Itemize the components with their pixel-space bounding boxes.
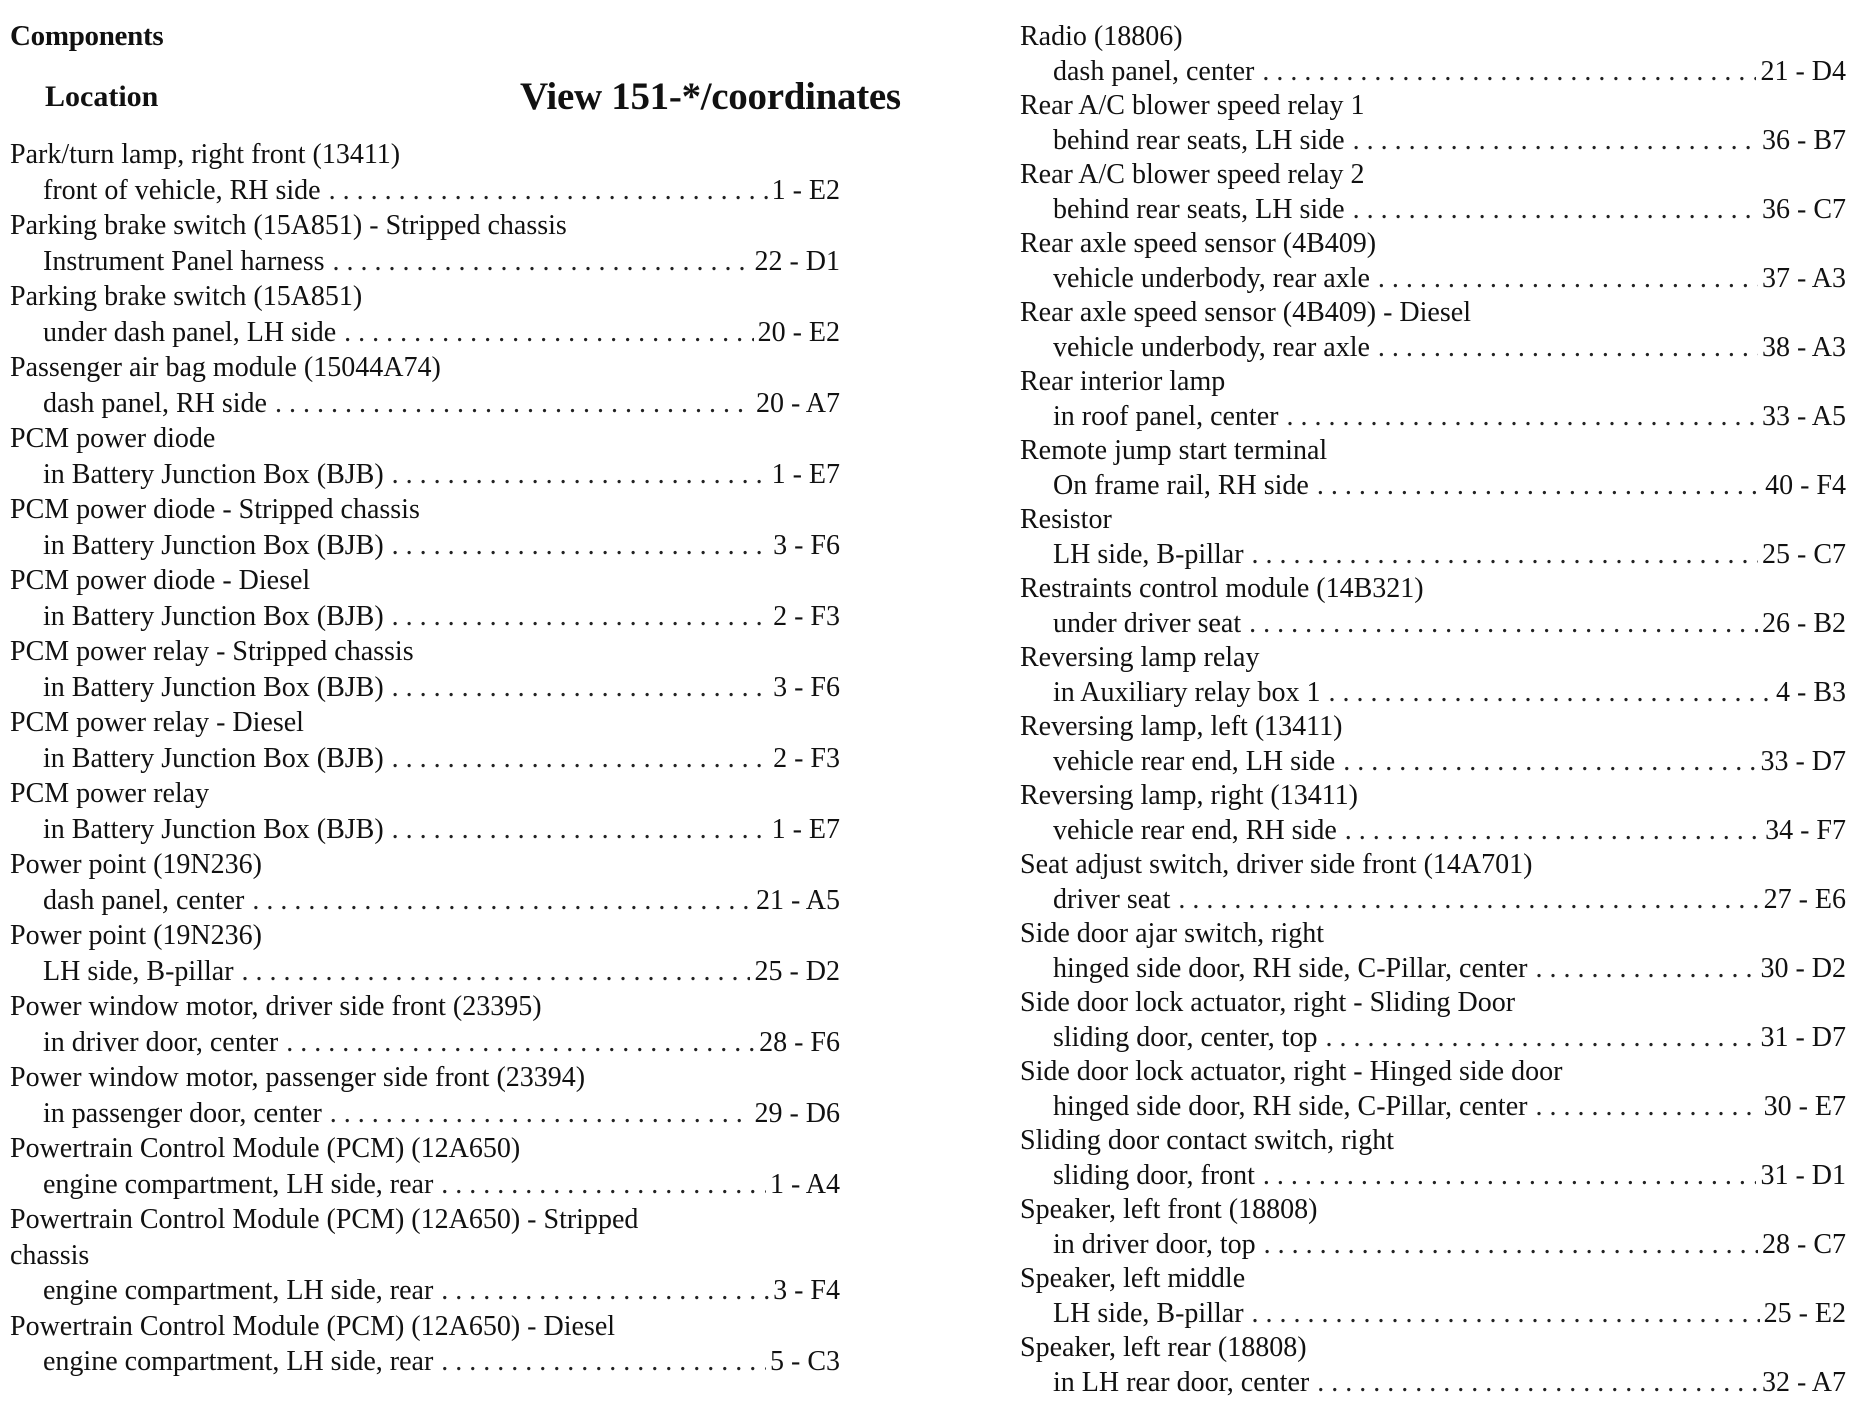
component-name: Parking brake switch (15A851) - Stripped chassis [10, 210, 567, 241]
component-location-row [1020, 814, 1846, 849]
component-location: in driver door, center [43, 1026, 279, 1058]
component-location-row [1020, 676, 1846, 711]
component-location: in Battery Junction Box (BJB) [43, 458, 384, 490]
component-coordinates: 30 - E7 [1763, 1090, 1846, 1122]
component-coordinates: 21 - D4 [1760, 55, 1846, 87]
dot-leader [1252, 538, 1758, 573]
dot-leader [1286, 400, 1758, 435]
dot-leader [1535, 952, 1756, 987]
component-location-row [1020, 1228, 1846, 1263]
component-name: Restraints control module (14B321) [1020, 573, 1424, 604]
component-coordinates: 31 - D7 [1760, 1021, 1846, 1053]
component-location: in Battery Junction Box (BJB) [43, 742, 384, 774]
component-location: engine compartment, LH side, rear [43, 1275, 434, 1306]
component-location: hinged side door, RH side, C-Pillar, center [1053, 1090, 1528, 1122]
dot-leader [330, 1096, 751, 1132]
component-location: Instrument Panel harness [43, 245, 325, 277]
component-name: Rear interior lamp [1020, 366, 1226, 397]
component-entry [1020, 20, 1846, 89]
dot-leader [392, 528, 769, 564]
component-entry [10, 279, 840, 350]
dot-leader [242, 954, 751, 990]
component-location-row [1020, 1297, 1846, 1332]
component-entry [1020, 1331, 1846, 1400]
dot-leader [1178, 883, 1759, 918]
component-coordinates: 38 - A3 [1762, 331, 1846, 363]
component-location-row [10, 883, 840, 919]
component-name: Power point (19N236) [10, 849, 262, 880]
component-name: Power point (19N236) [10, 920, 262, 951]
component-coordinates: 2 - F3 [773, 600, 840, 632]
component-entry [1020, 227, 1846, 296]
component-name: Resistor [1020, 504, 1112, 535]
component-name: Rear axle speed sensor (4B409) [1020, 228, 1377, 259]
component-location-row [1020, 607, 1846, 642]
component-coordinates: 1 - E7 [771, 458, 840, 490]
component-location: LH side, B-pillar [1053, 538, 1244, 570]
component-coordinates: 5 - C3 [770, 1346, 840, 1377]
dot-leader [1262, 55, 1756, 90]
component-location: LH side, B-pillar [43, 955, 234, 987]
dot-leader [1317, 469, 1761, 504]
component-location: in passenger door, center [43, 1097, 322, 1129]
component-coordinates: 3 - F6 [773, 671, 840, 703]
component-location: in Battery Junction Box (BJB) [43, 671, 384, 703]
component-name: Sliding door contact switch, right [1020, 1125, 1395, 1156]
component-name: Powertrain Control Module (PCM) (12A650) [10, 1133, 521, 1164]
component-entry [10, 776, 840, 847]
component-location-row [10, 1025, 840, 1061]
component-location: vehicle underbody, rear axle [1053, 262, 1370, 294]
dot-leader [275, 386, 752, 422]
component-coordinates: 36 - C7 [1762, 193, 1846, 225]
component-name: PCM power relay - Stripped chassis [10, 636, 414, 667]
dot-leader [1343, 745, 1756, 780]
component-name: Reversing lamp, right (13411) [1020, 780, 1359, 811]
component-location-row [1020, 883, 1846, 918]
component-location: in Auxiliary relay box 1 [1053, 676, 1321, 708]
dot-leader [333, 244, 751, 280]
view-coordinates-header: View 151-*/coordinates [520, 75, 901, 118]
component-location: in Battery Junction Box (BJB) [43, 529, 384, 561]
component-location-row [10, 173, 840, 209]
component-entry [1020, 1193, 1846, 1262]
component-location-row [10, 315, 840, 351]
component-location: front of vehicle, RH side [43, 174, 321, 206]
component-name: Speaker, left rear (18808) [1020, 1332, 1307, 1363]
component-entry [10, 1060, 840, 1131]
component-coordinates: 20 - A7 [756, 387, 840, 419]
component-entry [10, 847, 840, 918]
component-entry [1020, 503, 1846, 572]
component-location: vehicle rear end, RH side [1053, 814, 1337, 846]
component-coordinates: 25 - D2 [754, 955, 840, 987]
dot-leader [392, 599, 769, 635]
component-name: Speaker, left middle [1020, 1263, 1246, 1294]
dot-leader [441, 1344, 766, 1380]
component-location-row [10, 457, 840, 493]
component-entry [1020, 986, 1846, 1055]
component-coordinates: 30 - D2 [1760, 952, 1846, 984]
component-coordinates: 3 - F6 [773, 529, 840, 561]
component-coordinates: 27 - E6 [1763, 883, 1846, 915]
component-coordinates: 4 - B3 [1776, 676, 1846, 708]
component-coordinates: 37 - A3 [1762, 262, 1846, 294]
component-location: in driver door, top [1053, 1228, 1256, 1260]
component-location-row [1020, 952, 1846, 987]
component-name: PCM power relay - Diesel [10, 707, 304, 738]
component-entry [1020, 158, 1846, 227]
component-coordinates: 20 - E2 [757, 316, 840, 348]
component-entry [10, 137, 840, 208]
component-location-row [1020, 193, 1846, 228]
dot-leader [1249, 607, 1758, 642]
dot-leader [252, 883, 752, 919]
dot-leader [286, 1025, 755, 1061]
component-entry [1020, 779, 1846, 848]
component-location-row [1020, 1159, 1846, 1194]
component-location-row [10, 599, 840, 635]
component-location-row [10, 244, 840, 280]
component-location-row [10, 954, 840, 990]
component-entry [10, 918, 840, 989]
component-name: Reversing lamp relay [1020, 642, 1260, 673]
component-entry [10, 1202, 840, 1309]
component-location: engine compartment, LH side, rear [43, 1346, 434, 1377]
component-location-row [1020, 1090, 1846, 1125]
component-coordinates: 1 - A4 [770, 1168, 840, 1200]
component-entry [1020, 89, 1846, 158]
dot-leader [344, 315, 753, 351]
dot-leader [1353, 124, 1758, 159]
component-entry [10, 421, 840, 492]
component-coordinates: 21 - A5 [756, 884, 840, 916]
component-location-row [10, 1167, 840, 1203]
component-entry [10, 634, 840, 705]
component-coordinates: 1 - E7 [771, 813, 840, 845]
component-coordinates: 28 - F6 [759, 1026, 840, 1058]
component-location: behind rear seats, LH side [1053, 124, 1345, 156]
component-location: sliding door, center, top [1053, 1021, 1318, 1053]
component-location: hinged side door, RH side, C-Pillar, center [1053, 952, 1528, 984]
component-location: On frame rail, RH side [1053, 469, 1309, 501]
component-coordinates: 32 - A7 [1762, 1366, 1846, 1398]
component-location: in LH rear door, center [1053, 1366, 1310, 1398]
left-entry-list [10, 137, 840, 1380]
component-location: in Battery Junction Box (BJB) [43, 600, 384, 632]
component-entry [10, 208, 840, 279]
component-coordinates: 26 - B2 [1762, 607, 1846, 639]
component-entry [1020, 917, 1846, 986]
component-location-row [10, 1273, 840, 1309]
dot-leader [1329, 676, 1772, 711]
section-title: Components [10, 20, 164, 52]
component-entry [1020, 1262, 1846, 1331]
component-location: sliding door, front [1053, 1159, 1255, 1191]
component-location: vehicle rear end, LH side [1053, 745, 1336, 777]
component-entry [10, 492, 840, 563]
component-location-row [1020, 1366, 1846, 1401]
component-entry [1020, 365, 1846, 434]
component-name: Power window motor, passenger side front (23394) [10, 1062, 586, 1093]
dot-leader [1378, 262, 1758, 297]
component-coordinates: 34 - F7 [1765, 814, 1846, 846]
dot-leader [392, 670, 769, 706]
component-name: PCM power diode - Diesel [10, 565, 311, 596]
component-entry [10, 563, 840, 634]
component-coordinates: 22 - D1 [754, 245, 840, 277]
component-location: dash panel, center [43, 884, 245, 916]
component-coordinates: 2 - F3 [773, 742, 840, 774]
component-location-row [1020, 124, 1846, 159]
component-coordinates: 3 - F4 [773, 1275, 840, 1306]
component-entry [1020, 848, 1846, 917]
component-name: Side door lock actuator, right - Sliding Door [1020, 987, 1516, 1018]
dot-leader [1252, 1297, 1760, 1332]
component-name: Power window motor, driver side front (23395) [10, 991, 542, 1022]
dot-leader [1345, 814, 1761, 849]
component-coordinates: 29 - D6 [754, 1097, 840, 1129]
dot-leader [392, 457, 768, 493]
component-entry [1020, 710, 1846, 779]
component-location-row [10, 386, 840, 422]
component-coordinates: 36 - B7 [1762, 124, 1846, 156]
component-entry [10, 705, 840, 776]
component-name: PCM power relay [10, 778, 210, 809]
component-coordinates: 25 - C7 [1762, 538, 1846, 570]
component-name: PCM power diode - Stripped chassis [10, 494, 420, 525]
component-name: Seat adjust switch, driver side front (14A701) [1020, 849, 1533, 880]
component-name-continued: chassis [10, 1239, 90, 1271]
component-location-row [10, 741, 840, 777]
component-location: under driver seat [1053, 607, 1242, 639]
component-location-row [1020, 55, 1846, 90]
component-name: Parking brake switch (15A851) [10, 281, 363, 312]
component-name: PCM power diode [10, 423, 216, 454]
component-location-row [1020, 1021, 1846, 1056]
dot-leader [1353, 193, 1758, 228]
dot-leader [1325, 1021, 1756, 1056]
component-location-row [1020, 331, 1846, 366]
component-location-row [10, 528, 840, 564]
component-coordinates: 25 - E2 [1763, 1297, 1846, 1329]
component-coordinates: 33 - D7 [1760, 745, 1846, 777]
dot-leader [1378, 331, 1758, 366]
component-location: in roof panel, center [1053, 400, 1279, 432]
component-location-row [10, 1096, 840, 1132]
dot-leader [441, 1167, 766, 1203]
component-location-row [1020, 745, 1846, 780]
dot-leader [1317, 1366, 1758, 1401]
component-entry [10, 1309, 840, 1380]
dot-leader [392, 812, 768, 848]
dot-leader [1264, 1228, 1758, 1263]
dot-leader [329, 173, 768, 209]
component-entry [1020, 641, 1846, 710]
component-entry [10, 350, 840, 421]
dot-leader [1263, 1159, 1757, 1194]
component-location-row [1020, 469, 1846, 504]
component-location-row [1020, 538, 1846, 573]
component-name: Rear A/C blower speed relay 1 [1020, 90, 1365, 121]
component-entry [1020, 296, 1846, 365]
component-name: Reversing lamp, left (13411) [1020, 711, 1343, 742]
component-location-row [1020, 262, 1846, 297]
component-entry [1020, 1124, 1846, 1193]
component-coordinates: 31 - D1 [1760, 1159, 1846, 1191]
component-entry [10, 1131, 840, 1202]
component-coordinates: 40 - F4 [1765, 469, 1846, 501]
component-location-row [10, 812, 840, 848]
component-location-row [10, 1344, 840, 1380]
component-location: dash panel, RH side [43, 387, 267, 419]
component-location: engine compartment, LH side, rear [43, 1168, 434, 1200]
component-location: in Battery Junction Box (BJB) [43, 813, 384, 845]
component-entry [1020, 1055, 1846, 1124]
component-name: Speaker, left front (18808) [1020, 1194, 1318, 1225]
component-location: dash panel, center [1053, 55, 1255, 87]
component-coordinates: 33 - A5 [1762, 400, 1846, 432]
component-entry [1020, 572, 1846, 641]
component-name: Rear A/C blower speed relay 2 [1020, 159, 1365, 190]
component-entry [10, 989, 840, 1060]
component-coordinates: 1 - E2 [771, 174, 840, 206]
component-name: Rear axle speed sensor (4B409) - Diesel [1020, 297, 1471, 328]
component-name: Side door lock actuator, right - Hinged side door [1020, 1056, 1563, 1087]
component-name: Powertrain Control Module (PCM) (12A650) - Diesel [10, 1310, 616, 1342]
dot-leader [441, 1273, 769, 1309]
component-location-row [10, 670, 840, 706]
component-name: Side door ajar switch, right [1020, 918, 1325, 949]
dot-leader [392, 741, 769, 777]
dot-leader [1535, 1090, 1759, 1125]
component-entry [1020, 434, 1846, 503]
component-name: Powertrain Control Module (PCM) (12A650) - Stripped [10, 1204, 639, 1235]
column-header [10, 74, 910, 118]
component-name: Remote jump start terminal [1020, 435, 1328, 466]
component-location: vehicle underbody, rear axle [1053, 331, 1370, 363]
component-name: Radio (18806) [1020, 21, 1183, 52]
location-header: Location [45, 80, 159, 113]
component-location: behind rear seats, LH side [1053, 193, 1345, 225]
component-coordinates: 28 - C7 [1762, 1228, 1846, 1260]
component-location: under dash panel, LH side [43, 316, 337, 348]
right-entry-list [1020, 20, 1846, 1400]
component-name: Park/turn lamp, right front (13411) [10, 139, 401, 170]
component-location-row [1020, 400, 1846, 435]
component-location: driver seat [1053, 883, 1171, 915]
component-location: LH side, B-pillar [1053, 1297, 1244, 1329]
component-name: Passenger air bag module (15044A74) [10, 352, 441, 383]
